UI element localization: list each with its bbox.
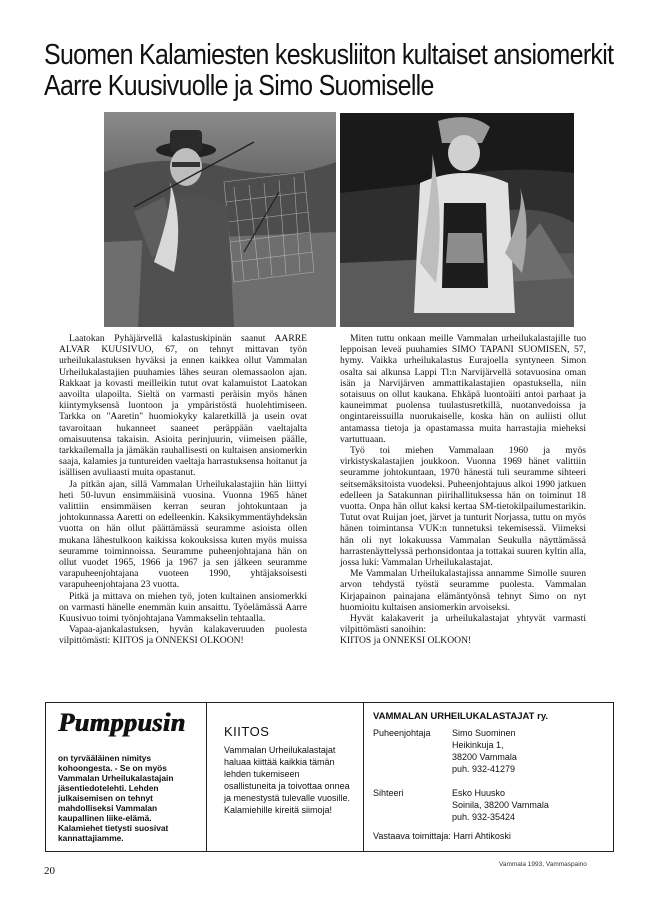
footer-credit: Vammala 1993, Vammaspaino <box>499 861 587 868</box>
contact-line: Heikinkuja 1, <box>452 740 504 750</box>
logo-description: on tyrvääläinen nimitys kohoongesta. - Se on myös Vammalan Urheilukalastajain jäsentiedotelehti. Lehden julkaisemisen on tehnyt mahdolliseksi Vammalan kaupallinen liike-elämä. Kalamiehet tietysti suosivat kannattajiamme. <box>58 753 174 843</box>
paragraph: Vapaa-ajankalastuksen, hyvän kalakaveruuden puolesta vilpittömästi: KIITOS ja ONNEKSI OLKOON! <box>59 624 307 647</box>
contact-line: Simo Suominen <box>452 728 516 738</box>
photo-aarre-kuusivuo <box>104 112 336 327</box>
pumppusin-logo <box>58 708 188 748</box>
contact-line: Soinila, 38200 Vammala <box>452 800 549 810</box>
paragraph: KIITOS ja ONNEKSI OLKOON! <box>340 635 472 647</box>
kiitos-text: Vammalan Urheilukalastajat haluaa kiittää kaikkia tämän lehden tukemiseen osallistuneita ja toivottaa onnea ja menestystä tulevalle vuosille. Kalamiehille kireitä siimoja! <box>224 745 351 815</box>
kiitos-title: KIITOS <box>224 724 270 739</box>
secretary-role: Sihteeri <box>373 788 404 798</box>
contact-line: 38200 Vammala <box>452 752 517 762</box>
paragraph: Ja pitkän ajan, sillä Vammalan Urheilukalastajiin hän liittyi heti 50-luvun ensimmäisinä vuosina. Vuonna 1965 hänet valittiin ensimmäisen kerran seuran johtokuntaan ja johtokunnassa Aaretti on edelleenkin. Kaksikymmentäyhdeksän vuotta on hän ollut päättämässä seuramme asioista ollen mukana lähestulkoon kaikissa kokouksissa kuten myös muissa seuramme toiminnoissa. Seuramme puheenjohtajana hän on ollut vuodet 1965, 1966 ja 1967 ja sen jälkeen seuramme varapuheenjohtajana vuoteen 1990, yhtäjaksoisesti varapuheenjohtajana 23 vuotta. <box>59 478 307 591</box>
contact-line: puh. 932-35424 <box>452 812 516 822</box>
page-headline: Suomen Kalamiesten keskusliiton kultaiset ansiomerkit Aarre Kuusivuolle ja Simo Suomiselle <box>44 39 614 102</box>
contact-line: puh. 932-41279 <box>452 764 516 774</box>
paragraph: Työ toi miehen Vammalaan 1960 ja myös virkistyskalastajien joukkoon. Vuonna 1969 hänet valittiin seuramme johtokuntaan, 1970 hänestä tuli seuramme sihteeri seitsemäksitoista vuodeksi. Puheenjohtajuus alkoi 1990 jatkuen edelleen ja Satakunnan piirihallituksessa hän on toiminut 18 vuotta. Onpa hän ollut kaksi kertaa SM-tietokilpailumestarikin. Tutut ovat Ruijan joet, järvet ja tunturit Norjassa, tuttu on myös hänen toimintansa VUK:n tunnetuksi tekemisessä. Viimeksi hän oli nyt lokakuussa Vammalan Seukulla näyttämässä harrastenäyttelyssä perhonsidontaa ja tottakai suuren kyltin alla, jossa luki: Vammalan Urheilukalastajat. <box>340 445 586 569</box>
chair-details <box>452 727 517 775</box>
club-name: VAMMALAN URHEILUKALASTAJAT ry. <box>373 711 549 722</box>
paragraph: Pitkä ja mittava on miehen työ, joten kultainen ansiomerkki on varmasti hänelle enemmän kuin ansaittu. Työelämässä Aarre Kuusivuo toimi työnjohtajana Vammakselin tehtaalla. <box>59 590 307 625</box>
paragraph: Me Vammalan Urheilukalastajissa annamme Simolle suuren arvon tehdystä työstä seuramme puolesta. Vammalan Kirjapainon painajana elämäntyönsä tehnyt Simo on nyt huomioitu kultaisen ansiomerkin arvoiseksi. <box>340 568 586 613</box>
paragraph: Miten tuttu onkaan meille Vammalan urheilukalastajille tuo leppoisan leveä puuhamies SIMO TAPANI SUOMISEN, 57, hymy. Vaikka urheilukalastus Eurajoella syntyneen Simon osalta sai alkunsa Lappi Tl:n Narvijärvellä sotavuosina oman isän ja Narvijärven ammattikalastajien opastuksella, niin sotaisuus on ollut kaukana. Ehkäpä luontoäiti antoi parhaat ja kauneimmat puolensa tuulastusretkillä, nuotanvedoissa ja ongintareissuilla nuorukaiselle, koska hän on auliisti ollut antamassa tietoja ja opastamassa muita harrastajia mieheksi vartuttuaan. <box>340 333 586 445</box>
fisherman-photo-left <box>104 112 336 327</box>
box-divider <box>363 702 364 852</box>
photo-simo-suominen <box>340 113 574 327</box>
logo-text: Pumppusin <box>58 708 186 737</box>
article-column-right <box>340 333 586 647</box>
editor-line: Vastaava toimittaja: Harri Ahtikoski <box>373 831 511 841</box>
paragraph: Laatokan Pyhäjärvellä kalastuskipinän saanut AARRE ALVAR KUUSIVUO, 67, on tehnyt mittavan työn urheilukalastuksen hyväksi ja ennen kaikkea ollut Vammalan Urheilukalastajien puuhamies lähes seuran olemassaolon ajan. Rakkaat ja kovasti meilleikin tutut ovat kalamuistot Laatokan aavoilta ulapoilta. Sieltä on varmasti peräisin myös hänen kiintymyksensä luontoon ja ympäristöstä huolehtimiseen. Tarkka on "Aaretin" huomiokyky kalaretkillä ja usein ovat tavaroitaan hukanneet saaneet peräppään vaeltajalta omaisuutensa takaisin. Asioita perinjuurin, viimeisen päälle, tarkkailemalla ja jämäkän rauhallisesti on kultaisen ansiomerkin saaja, kalamies ja tuntureiden vaeltaja harrastuksensa hoitanut ja isällisen avuliaasti muita opastanut. <box>59 333 307 479</box>
paragraph: Hyvät kalakaverit ja urheilukalastajat yhtyvät varmasti vilpittömästi sanoihin: <box>340 613 586 636</box>
contact-line: Esko Huusko <box>452 788 506 798</box>
article-column-left <box>59 333 307 647</box>
fisherman-photo-right <box>340 113 574 327</box>
chair-role: Puheenjohtaja <box>373 728 431 738</box>
box-divider <box>206 702 207 852</box>
page-number: 20 <box>44 865 55 877</box>
secretary-details <box>452 787 549 823</box>
